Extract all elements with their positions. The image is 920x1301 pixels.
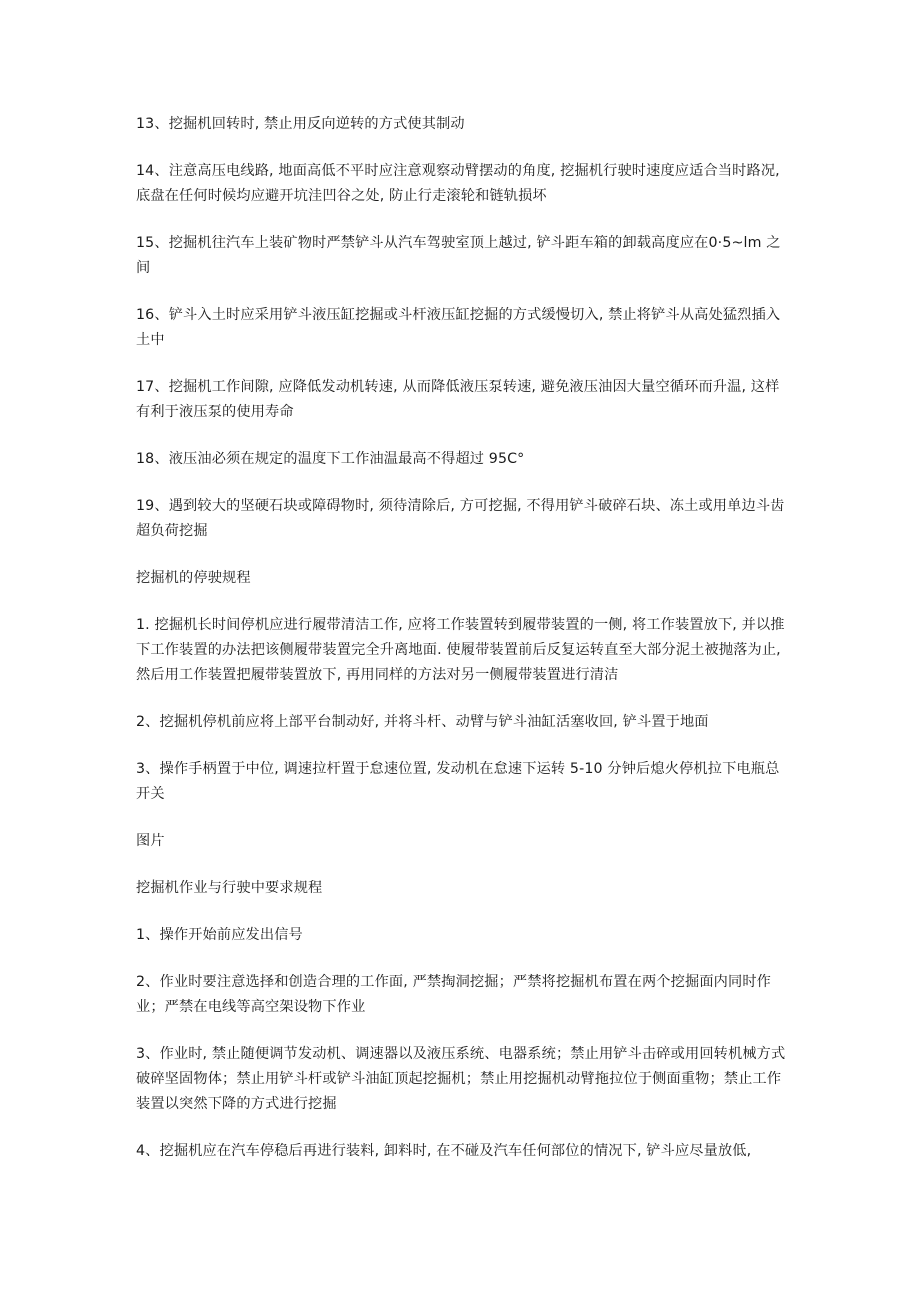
- section-heading-operation-rules: 挖掘机作业与行驶中要求规程: [136, 880, 323, 896]
- paragraph-operation-3-prohibitions: 3、作业时, 禁止随便调节发动机、调速器以及液压系统、电器系统；禁止用铲斗击碎或用回转机械方式破碎坚固物体；禁止用铲斗杆或铲斗油缸顶起挖掘机；禁止用挖掘机动臂拖拉位于侧面重物；禁止工作装置以突然下降的方式进行挖掘: [136, 1046, 786, 1112]
- paragraph-16-bucket-entry: 16、铲斗入土时应采用铲斗液压缸挖掘或斗杆液压缸挖掘的方式缓慢切入, 禁止将铲斗从高处猛烈插入土中: [136, 307, 781, 348]
- paragraph-13-slew-braking: 13、挖掘机回转时, 禁止用反向逆转的方式使其制动: [136, 116, 465, 132]
- paragraph-operation-2-work-face: 2、作业时要注意选择和创造合理的工作面, 严禁掏洞挖掘；严禁将挖掘机布置在两个挖掘面内同时作业；严禁在电线等高空架设物下作业: [136, 974, 772, 1015]
- paragraph-parking-1-track-cleaning: 1. 挖掘机长时间停机应进行履带清洁工作, 应将工作装置转到履带装置的一侧, 将工作装置放下, 并以推下工作装置的办法把该侧履带装置完全升离地面. 使履带装置前后反复运转直至大部分泥土被抛落为止, 然后用工作装置把履带装置放下, 再用同样的方法对另一侧履带装置进行清洁: [136, 617, 785, 683]
- image-placeholder-label: 图片: [136, 833, 165, 849]
- section-heading-parking-rules: 挖掘机的停驶规程: [136, 570, 251, 586]
- paragraph-19-obstacles: 19、遇到较大的坚硬石块或障碍物时, 须待清除后, 方可挖掘, 不得用铲斗破碎石块、冻土或用单边斗齿超负荷挖掘: [136, 498, 785, 539]
- paragraph-operation-1-signal: 1、操作开始前应发出信号: [136, 927, 303, 943]
- paragraph-14-power-lines-terrain: 14、注意高压电线路, 地面高低不平时应注意观察动臂摆动的角度, 挖掘机行驶时速度应适合当时路况, 底盘在任何时候均应避开坑洼凹谷之处, 防止行走滚轮和链轨损坏: [136, 163, 780, 204]
- paragraph-parking-2-platform-brake: 2、挖掘机停机前应将上部平台制动好, 并将斗杆、动臂与铲斗油缸活塞收回, 铲斗置于地面: [136, 714, 709, 730]
- document-body: [136, 112, 792, 1186]
- paragraph-operation-4-loading: 4、挖掘机应在汽车停稳后再进行装料, 卸料时, 在不碰及汽车任何部位的情况下, 铲斗应尽量放低,: [136, 1143, 752, 1159]
- paragraph-15-truck-loading: 15、挖掘机往汽车上装矿物时严禁铲斗从汽车驾驶室顶上越过, 铲斗距车箱的卸载高度应在0·5~lm 之间: [136, 235, 781, 276]
- paragraph-parking-3-shutdown: 3、操作手柄置于中位, 调速拉杆置于怠速位置, 发动机在怠速下运转 5-10 分钟后熄火停机拉下电瓶总开关: [136, 761, 780, 802]
- paragraph-18-oil-temperature: 18、液压油必须在规定的温度下工作油温最高不得超过 95C°: [136, 451, 525, 467]
- paragraph-17-idle-speed: 17、挖掘机工作间隙, 应降低发动机转速, 从而降低液压泵转速, 避免液压油因大量空循环而升温, 这样有利于液压泵的使用寿命: [136, 379, 780, 420]
